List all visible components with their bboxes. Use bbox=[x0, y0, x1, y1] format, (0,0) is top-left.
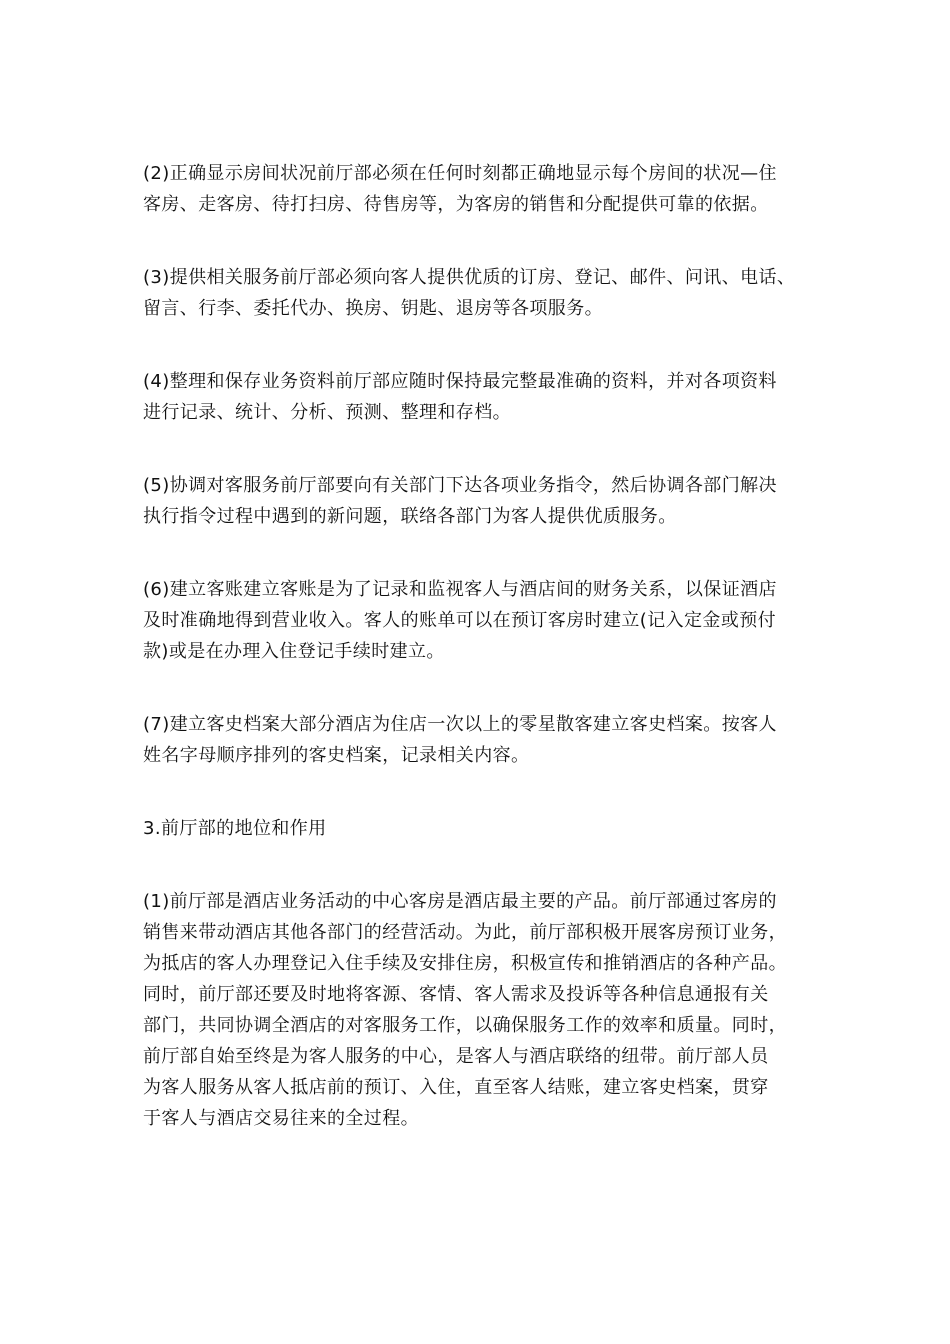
text-line: 及时准确地得到营业收入。客人的账单可以在预订客房时建立(记入定金或预付 bbox=[143, 610, 777, 631]
section-heading bbox=[143, 813, 815, 844]
paragraph-5-coordination bbox=[143, 470, 815, 532]
text-line: 为客人服务从客人抵店前的预订、入住，直至客人结账，建立客史档案，贯穿 bbox=[143, 1077, 769, 1098]
text-line: 于客人与酒店交易往来的全过程。 bbox=[143, 1108, 419, 1129]
text-line: 进行记录、统计、分析、预测、整理和存档。 bbox=[143, 402, 511, 423]
text-line: 为抵店的客人办理登记入住手续及安排住房，积极宣传和推销酒店的各种产品。 bbox=[143, 953, 787, 974]
text-line: 客房、走客房、待打扫房、待售房等，为客房的销售和分配提供可靠的依据。 bbox=[143, 194, 769, 215]
text-line: (5)协调对客服务前厅部要向有关部门下达各项业务指令，然后协调各部门解决 bbox=[143, 475, 777, 496]
text-line: 执行指令过程中遇到的新问题，联络各部门为客人提供优质服务。 bbox=[143, 506, 677, 527]
text-line: (4)整理和保存业务资料前厅部应随时保持最完整最准确的资料，并对各项资料 bbox=[143, 371, 777, 392]
paragraph-2-room-status bbox=[143, 158, 815, 220]
paragraph-3-services bbox=[143, 262, 815, 324]
text-line: (3)提供相关服务前厅部必须向客人提供优质的订房、登记、邮件、问讯、电话、 bbox=[143, 267, 796, 288]
text-line: 款)或是在办理入住登记手续时建立。 bbox=[143, 641, 445, 662]
heading-line: 3.前厅部的地位和作用 bbox=[143, 818, 327, 839]
text-line: 留言、行李、委托代办、换房、钥匙、退房等各项服务。 bbox=[143, 298, 603, 319]
text-line: (6)建立客账建立客账是为了记录和监视客人与酒店间的财务关系，以保证酒店 bbox=[143, 579, 777, 600]
text-line: 部门，共同协调全酒店的对客服务工作，以确保服务工作的效率和质量。同时， bbox=[143, 1015, 787, 1036]
text-line: 前厅部自始至终是为客人服务的中心，是客人与酒店联络的纽带。前厅部人员 bbox=[143, 1046, 769, 1067]
text-line: 姓名字母顺序排列的客史档案，记录相关内容。 bbox=[143, 745, 530, 766]
text-line: (1)前厅部是酒店业务活动的中心客房是酒店最主要的产品。前厅部通过客房的 bbox=[143, 891, 777, 912]
paragraph-4-records bbox=[143, 366, 815, 428]
text-line: (2)正确显示房间状况前厅部必须在任何时刻都正确地显示每个房间的状况—住 bbox=[143, 163, 777, 184]
document-page bbox=[143, 158, 815, 1176]
text-line: 同时，前厅部还要及时地将客源、客情、客人需求及投诉等各种信息通报有关 bbox=[143, 984, 769, 1005]
paragraph-1-business-center bbox=[143, 886, 815, 1134]
text-line: (7)建立客史档案大部分酒店为住店一次以上的零星散客建立客史档案。按客人 bbox=[143, 714, 777, 735]
paragraph-6-guest-accounts bbox=[143, 574, 815, 667]
text-line: 销售来带动酒店其他各部门的经营活动。为此，前厅部积极开展客房预订业务， bbox=[143, 922, 787, 943]
paragraph-7-guest-history bbox=[143, 709, 815, 771]
